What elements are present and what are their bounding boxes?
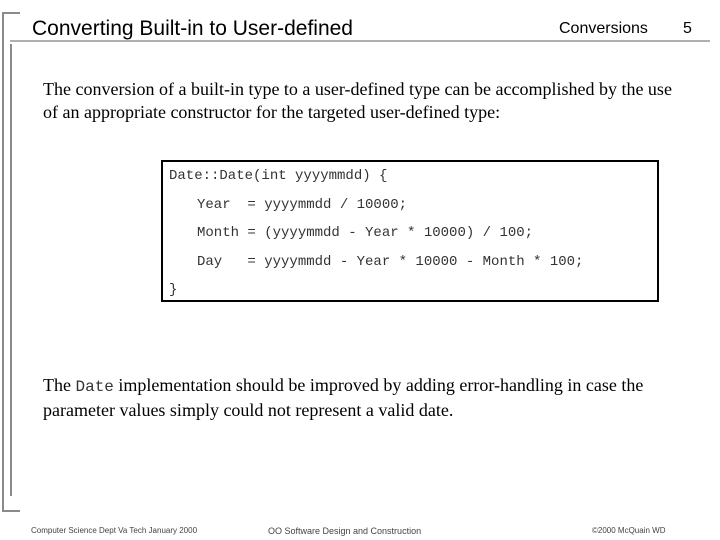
page-number: 5 [683,20,692,37]
code-line: Day = yyyymmdd - Year * 10000 - Month * 100; [197,254,584,270]
paragraph-text: The [43,375,76,395]
footer-right: ©2000 McQuain WD [592,526,666,535]
footer-left: Computer Science Dept Va Tech January 2000 [31,526,198,535]
code-line: Month = (yyyymmdd - Year * 10000) / 100; [197,225,534,241]
code-block [161,160,659,302]
section-label: Conversions [559,20,648,37]
left-inner-rule [10,44,20,496]
footer-center: OO Software Design and Construction [268,526,422,536]
paragraph-text: implementation should be improved by adding error-handling in case the parameter values simply could not represent a valid date. [43,375,644,420]
intro-paragraph: The conversion of a built-in type to a user-defined type can be accomplished by the use of an appropriate constructor for the targeted user-defined type: [43,79,672,122]
code-line: Year = yyyymmdd / 10000; [197,197,408,213]
inline-code: Date [75,378,114,396]
code-line: Date::Date(int yyyymmdd) { [169,168,388,184]
code-line: } [169,282,178,298]
closing-paragraph [43,374,703,422]
slide-title: Converting Built-in to User-defined [32,17,353,40]
